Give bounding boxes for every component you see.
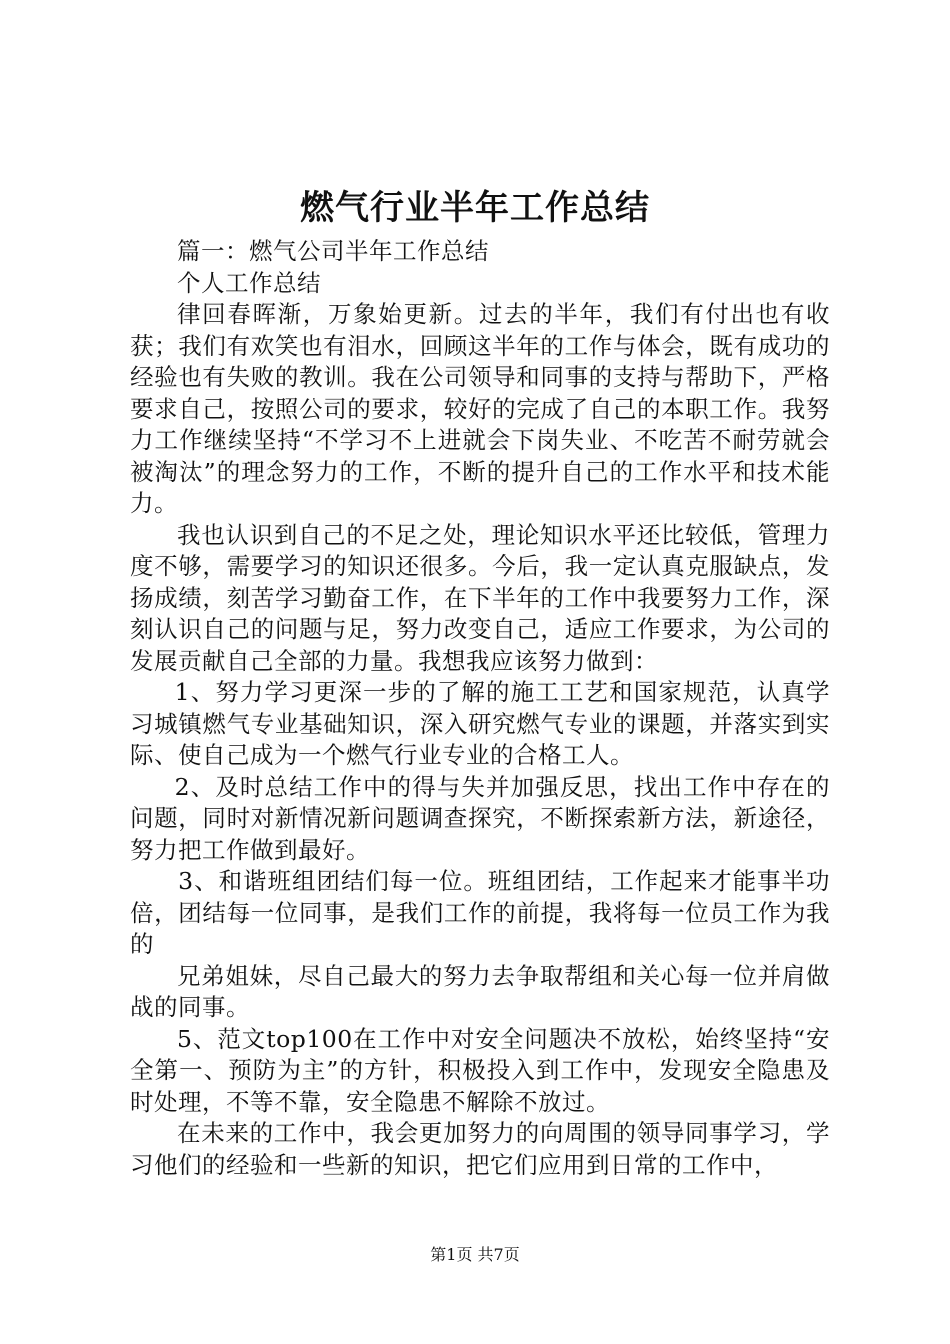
- paragraph-intro: 律回春晖渐，万象始更新。过去的半年，我们有付出也有收获；我们有欢笑也有泪水，回顾这半年的工作与体会，既有成功的经验也有失败的教训。我在公司领导和同事的支持与帮助下，严格要求自己，按照公司的要求，较好的完成了自己的本职工作。我努力工作继续坚持“不学习不上进就会下岗失业、不吃苦不耐劳就会被淘汰”的理念努力的工作，不断的提升自己的工作水平和技术能力。: [130, 300, 830, 517]
- page-footer: 第1页 共7页: [430, 1245, 520, 1264]
- subsection-heading: 个人工作总结: [177, 268, 321, 297]
- list-item-5: 5、范文top100在工作中对安全问题决不放松，始终坚持“安全第一、预防为主”的方针，积极投入到工作中，发现安全隐患及时处理，不等不靠，安全隐患不解除不放过。: [130, 1024, 830, 1116]
- list-item-3: 3、和谐班组团结们每一位。班组团结，工作起来才能事半功倍，团结每一位同事，是我们工作的前提，我将每一位员工作为我的: [130, 867, 830, 958]
- list-item-2: 2、及时总结工作中的得与失并加强反思，找出工作中存在的问题，同时对新情况新问题调查探究，不断探索新方法，新途径，努力把工作做到最好。: [130, 772, 830, 864]
- section-heading: 篇一：燃气公司半年工作总结: [177, 237, 489, 265]
- paragraph-shortcomings: 我也认识到自己的不足之处，理论知识水平还比较低，管理力度不够，需要学习的知识还很多。今后，我一定认真克服缺点，发扬成绩，刻苦学习勤奋工作，在下半年的工作中我要努力工作，深刻认识自己的问题与足，努力改变自己，适应工作要求，为公司的发展贡献自己全部的力量。我想我应该努力做到：: [130, 520, 830, 675]
- list-item-1: 1、努力学习更深一步的了解的施工工艺和国家规范，认真学习城镇燃气专业基础知识，深入研究燃气专业的课题，并落实到实际、使自己成为一个燃气行业专业的合格工人。: [130, 678, 830, 769]
- paragraph-continuation: 兄弟姐妹，尽自己最大的努力去争取帮组和关心每一位并肩做战的同事。: [130, 961, 830, 1021]
- document-title: 燃气行业半年工作总结: [300, 188, 650, 228]
- document-body: [130, 236, 830, 1181]
- paragraph-future: 在未来的工作中，我会更加努力的向周围的领导同事学习，学习他们的经验和一些新的知识，把它们应用到日常的工作中，: [130, 1119, 830, 1179]
